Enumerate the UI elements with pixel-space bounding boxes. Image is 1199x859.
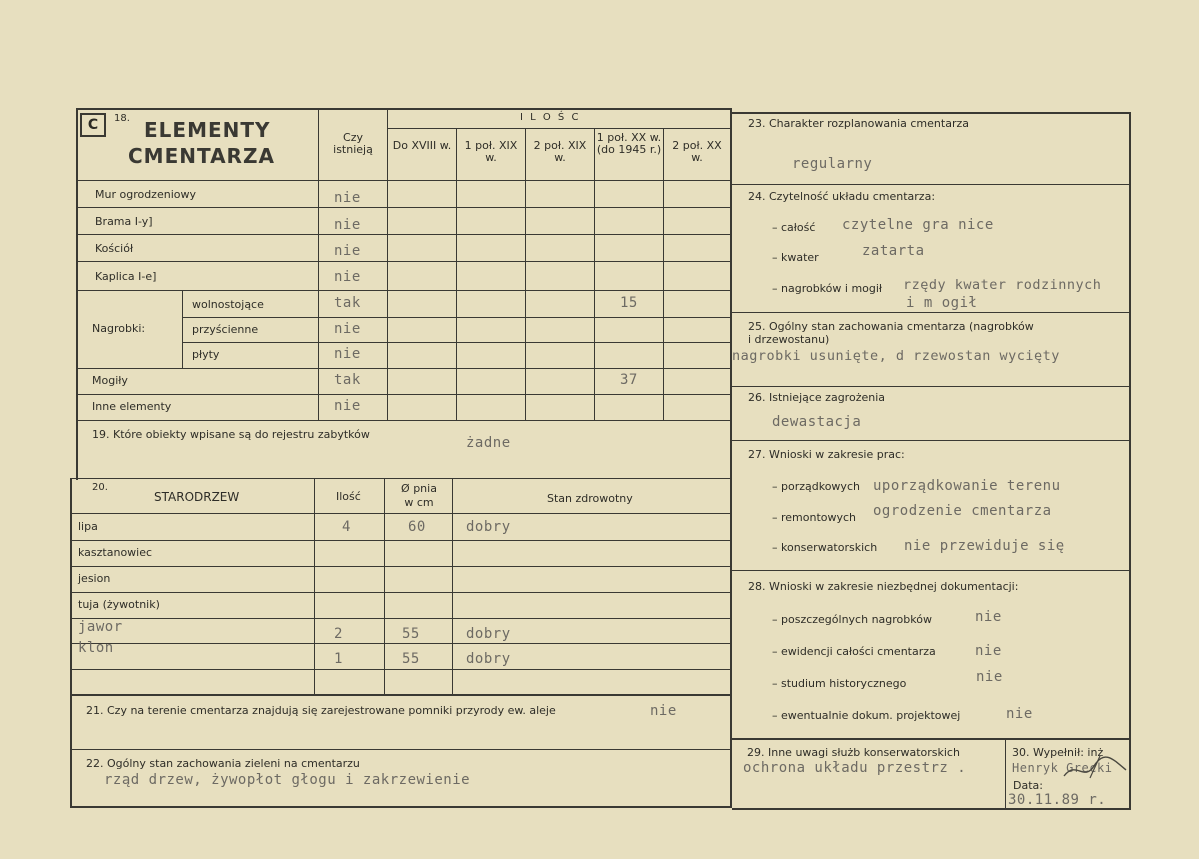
tree-diam-jawor: 55 [402, 626, 420, 642]
s27-kons-label: – konserwatorskich [772, 541, 878, 554]
row-label-inne: Inne elementy [92, 400, 172, 413]
s27-porz-value: uporządkowanie terenu [873, 478, 1061, 494]
section-30-name: Henryk Grecki [1012, 761, 1113, 775]
section-19-label: 19. Które obiekty wpisane są do rejestru zabytków [92, 428, 370, 441]
section-25-value: nagrobki usunięte, d rzewostan wycięty [732, 348, 1060, 364]
s24-kwater-label: – kwater [772, 251, 819, 264]
row-label-brama: Brama I-y] [95, 215, 153, 228]
row-exists-mogily: tak [334, 372, 361, 388]
signature-scribble [1060, 752, 1130, 784]
section-24-label: 24. Czytelność układu cmentarza: [748, 190, 936, 203]
row-label-plyty: płyty [192, 348, 220, 361]
row-label-kosciol: Kościół [95, 242, 134, 255]
row-exists-brama: nie [334, 217, 361, 233]
row-exists-kaplica: nie [334, 269, 361, 285]
row-exists-mur: nie [334, 190, 361, 206]
s28-item-label-2: – ewidencji całości cmentarza [772, 645, 936, 658]
tree-state-jawor: dobry [466, 626, 511, 642]
section-21-label: 21. Czy na terenie cmentarza znajdują się zarejestrowane pomniki przyrody ew. aleje [86, 704, 556, 717]
section-23-value: regularny [792, 156, 873, 172]
row-exists-kosciol: nie [334, 243, 361, 259]
s24-kwater-value: zatarta [862, 243, 925, 259]
s28-item-value-2: nie [975, 643, 1002, 659]
row-exists-wolnostojace: tak [334, 295, 361, 311]
section-20-title: STARODRZEW [154, 490, 240, 504]
section-25-label-2: i drzewostanu) [748, 333, 830, 346]
ilosc-header: I L O Ś C [520, 112, 581, 123]
tree-name-lipa: lipa [78, 520, 98, 533]
section-28-label: 28. Wnioski w zakresie niezbędnej dokumentacji: [748, 580, 1019, 593]
col-header-stan: Stan zdrowotny [547, 492, 633, 505]
tree-name-tuja: tuja (żywotnik) [78, 598, 160, 611]
tree-name-kasztanowiec: kasztanowiec [78, 546, 153, 559]
row-label-wolnostojace: wolnostojące [192, 298, 264, 311]
section-22-value: rząd drzew, żywopłot głogu i zakrzewienie [104, 772, 471, 788]
box-letter: C [80, 113, 106, 137]
section-29-label: 29. Inne uwagi służb konserwatorskich [747, 746, 960, 759]
row-exists-inne: nie [334, 398, 361, 414]
tree-diam-lipa: 60 [408, 519, 426, 535]
section-21-value: nie [650, 703, 677, 719]
col-period-1-xix: 1 poł. XIX w. [464, 139, 518, 164]
s24-calosc-value: czytelne gra nice [842, 217, 994, 233]
section-30-label: 30. Wypełnił: inż [1012, 746, 1104, 759]
section-27-label: 27. Wnioski w zakresie prac: [748, 448, 905, 461]
tree-count-lipa: 4 [342, 519, 351, 535]
s28-item-value-1: nie [975, 609, 1002, 625]
section-18-number: 18. [114, 113, 130, 124]
tree-name-klon: klon [78, 640, 114, 656]
tree-count-jawor: 2 [334, 626, 343, 642]
section-26-value: dewastacja [772, 414, 862, 430]
s28-item-label-3: – studium historycznego [772, 677, 907, 690]
row-label-mogily: Mogiły [92, 374, 128, 387]
qty-mogily: 37 [620, 372, 638, 388]
col-header-pnia-1: Ø pnia [401, 482, 437, 495]
row-exists-plyty: nie [334, 346, 361, 362]
col-period-2-xix: 2 poł. XIX w. [533, 139, 587, 164]
tree-state-klon: dobry [466, 651, 511, 667]
section-25-label-1: 25. Ogólny stan zachowania cmentarza (nagrobków [748, 320, 1034, 333]
s28-item-value-4: nie [1006, 706, 1033, 722]
col-period-1-xx: 1 poł. XX w. (do 1945 r.) [596, 131, 662, 156]
section-30-date-label: Data: [1013, 779, 1043, 792]
section-20-number: 20. [92, 482, 108, 493]
row-label-przyscienne: przyścienne [192, 323, 259, 336]
section-30-date-value: 30.11.89 r. [1008, 792, 1107, 808]
row-label-mur: Mur ogrodzeniowy [95, 188, 196, 201]
tree-diam-klon: 55 [402, 651, 420, 667]
col-header-pnia-2: w cm [404, 496, 434, 509]
s27-kons-value: nie przewiduje się [904, 538, 1065, 554]
tree-state-lipa: dobry [466, 519, 511, 535]
col-header-ilosc: Ilość [336, 490, 361, 503]
s27-porz-label: – porządkowych [772, 480, 860, 493]
section-22-label: 22. Ogólny stan zachowania zieleni na cmentarzu [86, 757, 360, 770]
s24-nagrobkow-value-2: i m ogił [906, 295, 978, 311]
s24-nagrobkow-value-1: rzędy kwater rodzinnych [903, 277, 1102, 293]
section-23-label: 23. Charakter rozplanowania cmentarza [748, 117, 969, 130]
tree-count-klon: 1 [334, 651, 343, 667]
section-26-label: 26. Istniejące zagrożenia [748, 391, 886, 404]
section-19-value: żadne [466, 435, 511, 451]
s24-nagrobkow-label: – nagrobków i mogił [772, 282, 883, 295]
s28-item-label-4: – ewentualnie dokum. projektowej [772, 709, 961, 722]
title-line-2: CMENTARZA [128, 144, 275, 168]
col-period-2-xx: 2 poł. XX w. [672, 139, 722, 164]
title-line-1: ELEMENTY [144, 118, 271, 142]
row-label-kaplica: Kaplica I-e] [95, 270, 157, 283]
s28-item-label-1: – poszczególnych nagrobków [772, 613, 932, 626]
s28-item-value-3: nie [976, 669, 1003, 685]
tree-name-jesion: jesion [78, 572, 111, 585]
tree-name-jawor: jawor [78, 619, 123, 635]
col-period-xviii: Do XVIII w. [392, 139, 452, 152]
s27-rem-label: – remontowych [772, 511, 857, 524]
s27-rem-value: ogrodzenie cmentarza [873, 503, 1052, 519]
s24-calosc-label: – całość [772, 221, 816, 234]
nagrobki-label: Nagrobki: [92, 322, 146, 335]
col-header-exists: Czy istnieją [333, 131, 373, 156]
row-exists-przyscienne: nie [334, 321, 361, 337]
qty-wolnostojace: 15 [620, 295, 638, 311]
section-29-value: ochrona układu przestrz . [743, 760, 967, 776]
